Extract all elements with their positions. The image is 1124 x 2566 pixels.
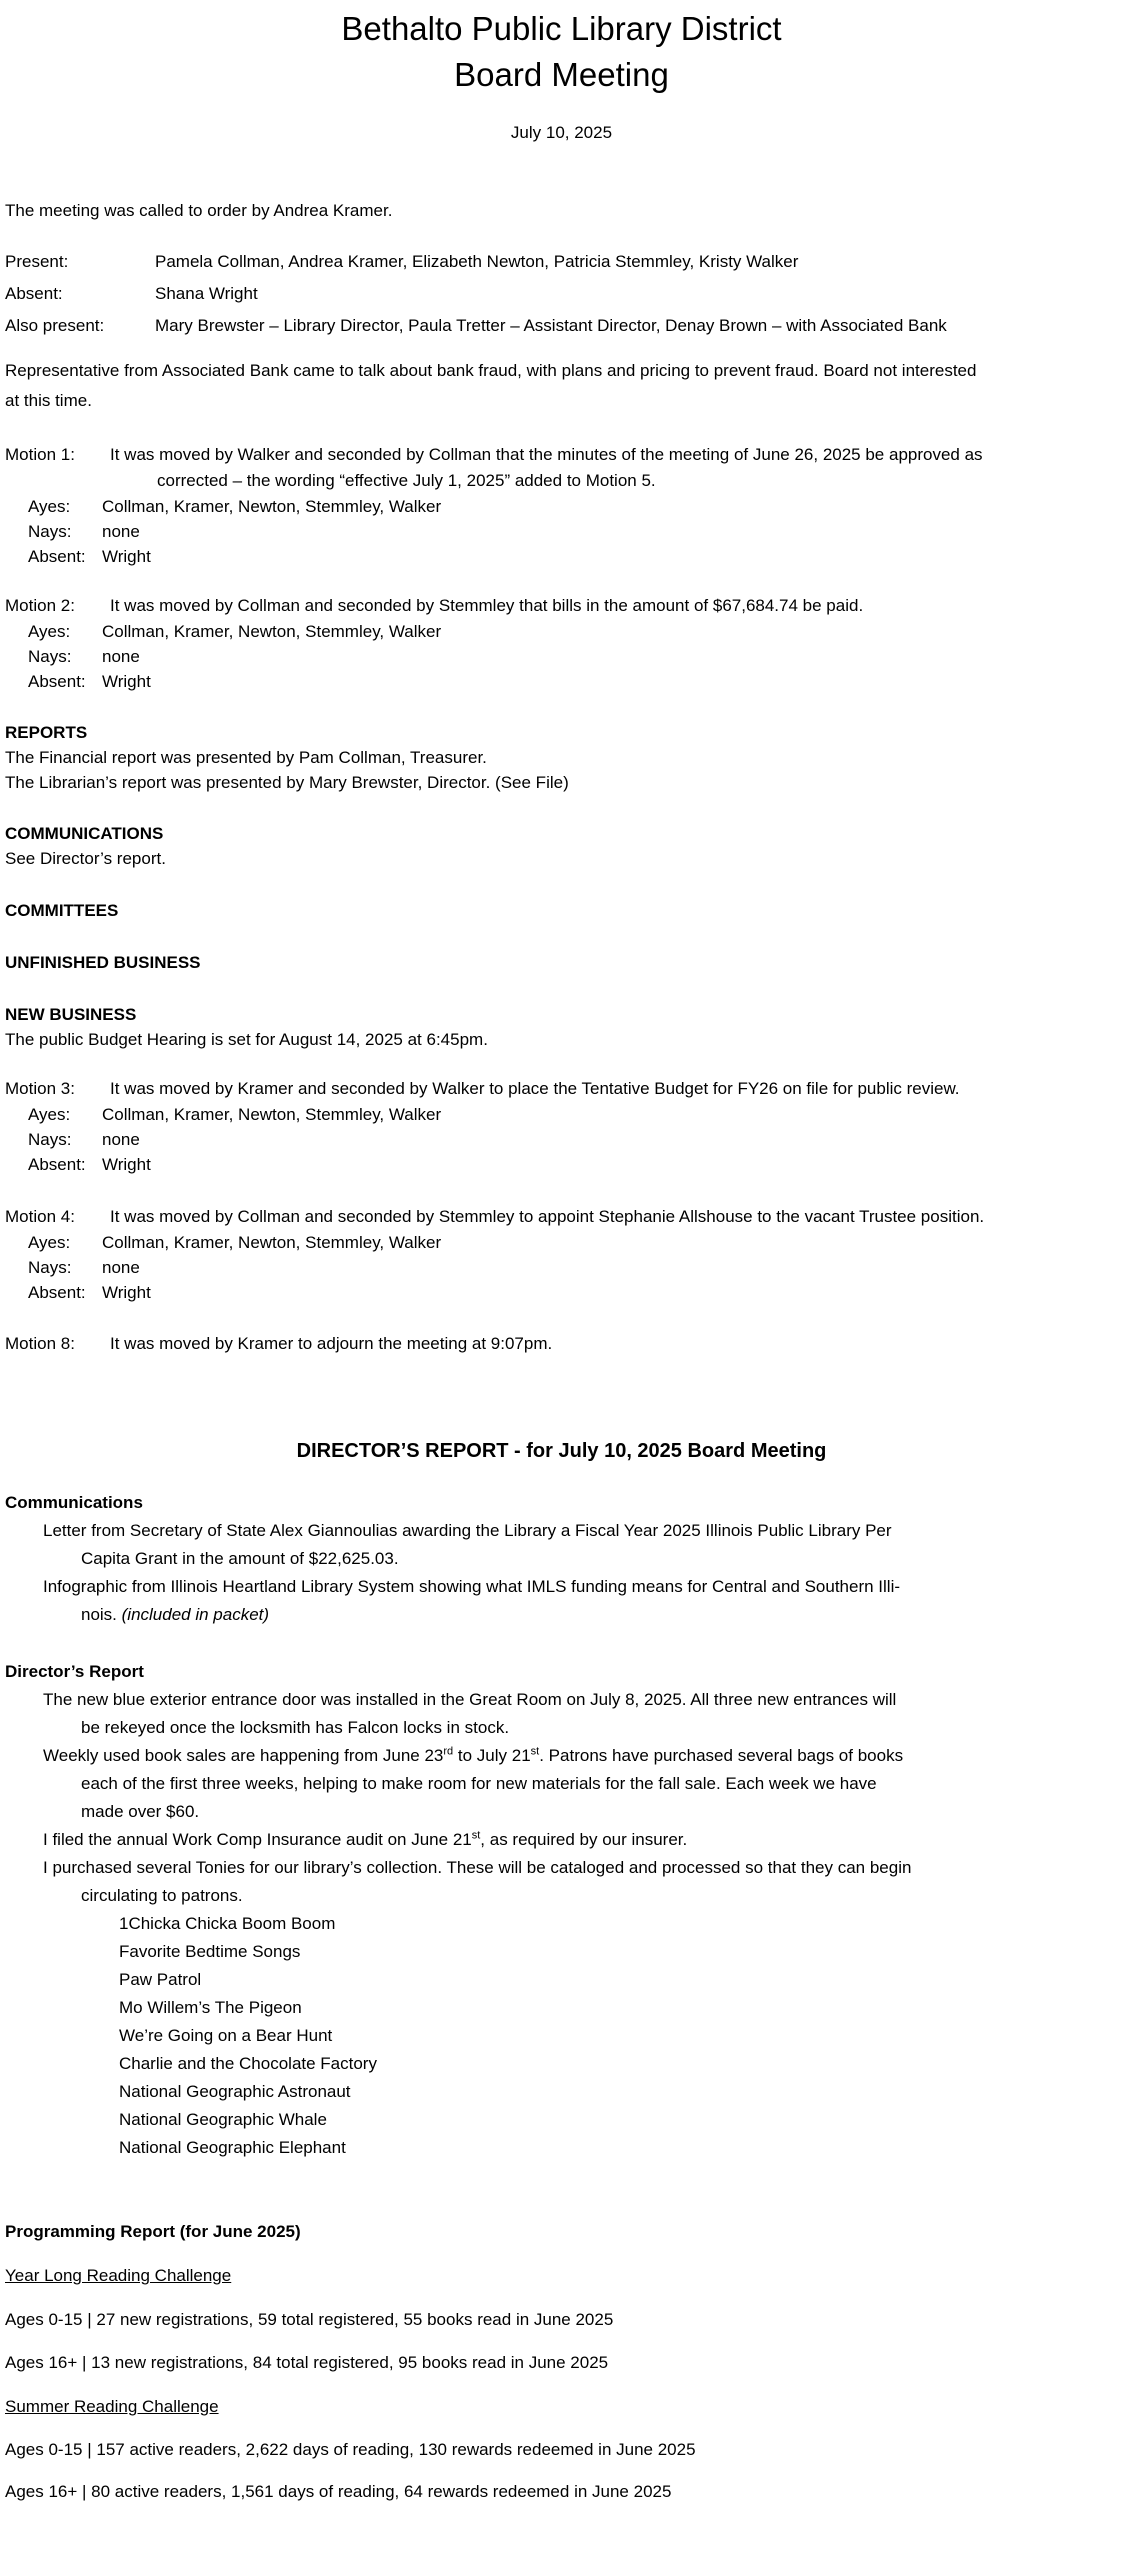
absent-vote-label: Absent: — [28, 672, 86, 691]
tonies-intro-item — [5, 1854, 1118, 1910]
attendance-block — [5, 246, 1118, 342]
tonies-intro-line2: circulating to patrons. — [81, 1886, 243, 1905]
absent-label: Absent: — [5, 284, 63, 303]
attendance-row-also-present — [5, 310, 1118, 342]
door-line1: The new blue exterior entrance door was installed in the Great Room on July 8, 2025. All three new entrances will — [43, 1690, 897, 1709]
year-long-challenge-header: Year Long Reading Challenge — [5, 2266, 232, 2285]
tonies-intro-line1: I purchased several Tonies for our library’s collection. These will be cataloged and processed so that they can begin — [43, 1858, 912, 1877]
work-comp-line: I filed the annual Work Comp Insurance audit on June 21st, as required by our insurer. — [43, 1829, 688, 1849]
document-title-line1: Bethalto Public Library District — [341, 10, 782, 47]
attendance-row-absent — [5, 278, 1118, 310]
motion-2 — [5, 593, 1118, 619]
communications-header: COMMUNICATIONS — [5, 824, 164, 843]
called-to-order-line: The meeting was called to order by Andrea Kramer. — [5, 201, 393, 220]
work-comp-item — [5, 1826, 1118, 1854]
nays-value: none — [102, 522, 140, 541]
infographic-line2 — [81, 1605, 269, 1624]
attendance-row-present — [5, 246, 1118, 278]
letter-line2: Capita Grant in the amount of $22,625.03. — [81, 1549, 399, 1568]
book-sales-item — [5, 1742, 1118, 1826]
motion-4-label: Motion 4: — [5, 1207, 75, 1226]
included-in-packet-note: (included in packet) — [121, 1605, 270, 1624]
motion-4-votes — [5, 1230, 1118, 1305]
reports-header: REPORTS — [5, 723, 88, 742]
ayes-label: Ayes: — [28, 622, 71, 641]
book-sales-line3: made over $60. — [81, 1802, 200, 1821]
absent-vote-value: Wright — [102, 672, 151, 691]
absent-vote-label: Absent: — [28, 547, 86, 566]
motion-3 — [5, 1076, 1118, 1102]
absent-vote-label: Absent: — [28, 1283, 86, 1302]
summer-ages-0-15-line: Ages 0-15 | 157 active readers, 2,622 days of reading, 130 rewards redeemed in June 2025 — [5, 2440, 696, 2459]
ayes-value: Collman, Kramer, Newton, Stemmley, Walker — [102, 1233, 442, 1252]
ayes-value: Collman, Kramer, Newton, Stemmley, Walker — [102, 622, 442, 641]
tonies-list-item: Favorite Bedtime Songs — [119, 1942, 301, 1961]
motion-2-votes — [5, 619, 1118, 694]
also-present-label: Also present: — [5, 316, 105, 335]
absent-value: Shana Wright — [155, 284, 258, 303]
motion-4 — [5, 1204, 1118, 1230]
book-sales-line2: each of the first three weeks, helping to make room for new materials for the fall sale. Each week we have — [81, 1774, 877, 1793]
tonies-list — [5, 1910, 1118, 2162]
tonies-list-item: Charlie and the Chocolate Factory — [119, 2054, 377, 2073]
motion-1-votes — [5, 494, 1118, 569]
bank-paragraph-line1: Representative from Associated Bank came to talk about bank fraud, with plans and pricing to prevent fraud. Board not interested — [5, 361, 977, 380]
motion-8-text-line1: It was moved by Kramer to adjourn the meeting at 9:07pm. — [110, 1334, 553, 1353]
year-long-ages-0-15-line: Ages 0-15 | 27 new registrations, 59 total registered, 55 books read in June 2025 — [5, 2310, 614, 2329]
motion-3-votes — [5, 1102, 1118, 1177]
letter-line1: Letter from Secretary of State Alex Giannoulias awarding the Library a Fiscal Year 2025 Illinois Public Library Per — [43, 1521, 892, 1540]
document-date: July 10, 2025 — [510, 123, 613, 142]
unfinished-business-header: UNFINISHED BUSINESS — [5, 953, 201, 972]
motion-8 — [5, 1331, 1118, 1357]
tonies-list-item: We’re Going on a Bear Hunt — [119, 2026, 333, 2045]
motion-3-text-line1: It was moved by Kramer and seconded by Walker to place the Tentative Budget for FY26 on file for public review. — [110, 1079, 960, 1098]
reports-financial-line: The Financial report was presented by Pam Collman, Treasurer. — [5, 748, 487, 767]
tonies-list-item: National Geographic Whale — [119, 2110, 327, 2129]
infographic-line1: Infographic from Illinois Heartland Library System showing what IMLS funding means for Central and Southern Illi- — [43, 1577, 901, 1596]
new-business-header: NEW BUSINESS — [5, 1005, 137, 1024]
directors-report-heading: DIRECTOR’S REPORT - for July 10, 2025 Board Meeting — [296, 1440, 827, 1462]
motion-1 — [5, 442, 1118, 494]
ordinal-st-superscript: st — [530, 1745, 540, 1758]
dr-communications-header: Communications — [5, 1493, 143, 1512]
summer-challenge-header: Summer Reading Challenge — [5, 2397, 219, 2416]
budget-hearing-line: The public Budget Hearing is set for August 14, 2025 at 6:45pm. — [5, 1030, 488, 1049]
nays-label: Nays: — [28, 647, 72, 666]
motion-1-label: Motion 1: — [5, 445, 75, 464]
present-value: Pamela Collman, Andrea Kramer, Elizabeth Newton, Patricia Stemmley, Kristy Walker — [155, 252, 799, 271]
nays-label: Nays: — [28, 1130, 72, 1149]
ayes-value: Collman, Kramer, Newton, Stemmley, Walker — [102, 497, 442, 516]
entrance-door-item — [5, 1686, 1118, 1742]
book-sales-line1: Weekly used book sales are happening from June 23rd to July 21st. Patrons have purchased several bags of books — [43, 1745, 904, 1765]
reports-librarian-line: The Librarian’s report was presented by Mary Brewster, Director. (See File) — [5, 773, 569, 792]
ayes-label: Ayes: — [28, 497, 71, 516]
motion-2-text-line1: It was moved by Collman and seconded by Stemmley that bills in the amount of $67,684.74 be paid. — [110, 596, 864, 615]
programming-report-header: Programming Report (for June 2025) — [5, 2222, 301, 2241]
nays-value: none — [102, 1258, 140, 1277]
summer-ages-16-line: Ages 16+ | 80 active readers, 1,561 days of reading, 64 rewards redeemed in June 2025 — [5, 2482, 672, 2501]
nays-label: Nays: — [28, 1258, 72, 1277]
bank-fraud-paragraph — [5, 356, 1118, 416]
ayes-label: Ayes: — [28, 1105, 71, 1124]
tonies-list-item: Mo Willem’s The Pigeon — [119, 1998, 302, 2017]
motion-1-text-line2: corrected – the wording “effective July 1, 2025” added to Motion 5. — [157, 471, 656, 490]
nays-label: Nays: — [28, 522, 72, 541]
nays-value: none — [102, 1130, 140, 1149]
door-line2: be rekeyed once the locksmith has Falcon locks in stock. — [81, 1718, 510, 1737]
present-label: Present: — [5, 252, 69, 271]
motion-4-text-line1: It was moved by Collman and seconded by Stemmley to appoint Stephanie Allshouse to the vacant Trustee position. — [110, 1207, 985, 1226]
infographic-line2-text: nois. — [81, 1605, 122, 1624]
absent-vote-value: Wright — [102, 1155, 151, 1174]
ayes-label: Ayes: — [28, 1233, 71, 1252]
letter-item — [5, 1517, 1118, 1573]
absent-vote-value: Wright — [102, 547, 151, 566]
committees-header: COMMITTEES — [5, 901, 119, 920]
infographic-item — [5, 1573, 1118, 1629]
document-title-line2: Board Meeting — [454, 56, 669, 93]
tonies-list-item: National Geographic Elephant — [119, 2138, 346, 2157]
tonies-list-item: 1Chicka Chicka Boom Boom — [119, 1914, 336, 1933]
absent-vote-value: Wright — [102, 1283, 151, 1302]
also-present-value: Mary Brewster – Library Director, Paula Tretter – Assistant Director, Denay Brown – with Associated Bank — [155, 316, 947, 335]
communications-line: See Director’s report. — [5, 849, 166, 868]
ayes-value: Collman, Kramer, Newton, Stemmley, Walker — [102, 1105, 442, 1124]
motion-3-label: Motion 3: — [5, 1079, 75, 1098]
tonies-list-item: National Geographic Astronaut — [119, 2082, 351, 2101]
bank-paragraph-line2: at this time. — [5, 391, 92, 410]
year-long-ages-16-line: Ages 16+ | 13 new registrations, 84 total registered, 95 books read in June 2025 — [5, 2353, 609, 2372]
motion-8-label: Motion 8: — [5, 1334, 75, 1353]
ordinal-st-superscript: st — [471, 1829, 481, 1842]
nays-value: none — [102, 647, 140, 666]
tonies-list-item: Paw Patrol — [119, 1970, 202, 1989]
motion-2-label: Motion 2: — [5, 596, 75, 615]
ordinal-rd-superscript: rd — [443, 1745, 454, 1758]
dr-directors-header: Director’s Report — [5, 1662, 144, 1681]
motion-1-text-line1: It was moved by Walker and seconded by Collman that the minutes of the meeting of June 26, 2025 be approved as — [110, 445, 983, 464]
absent-vote-label: Absent: — [28, 1155, 86, 1174]
